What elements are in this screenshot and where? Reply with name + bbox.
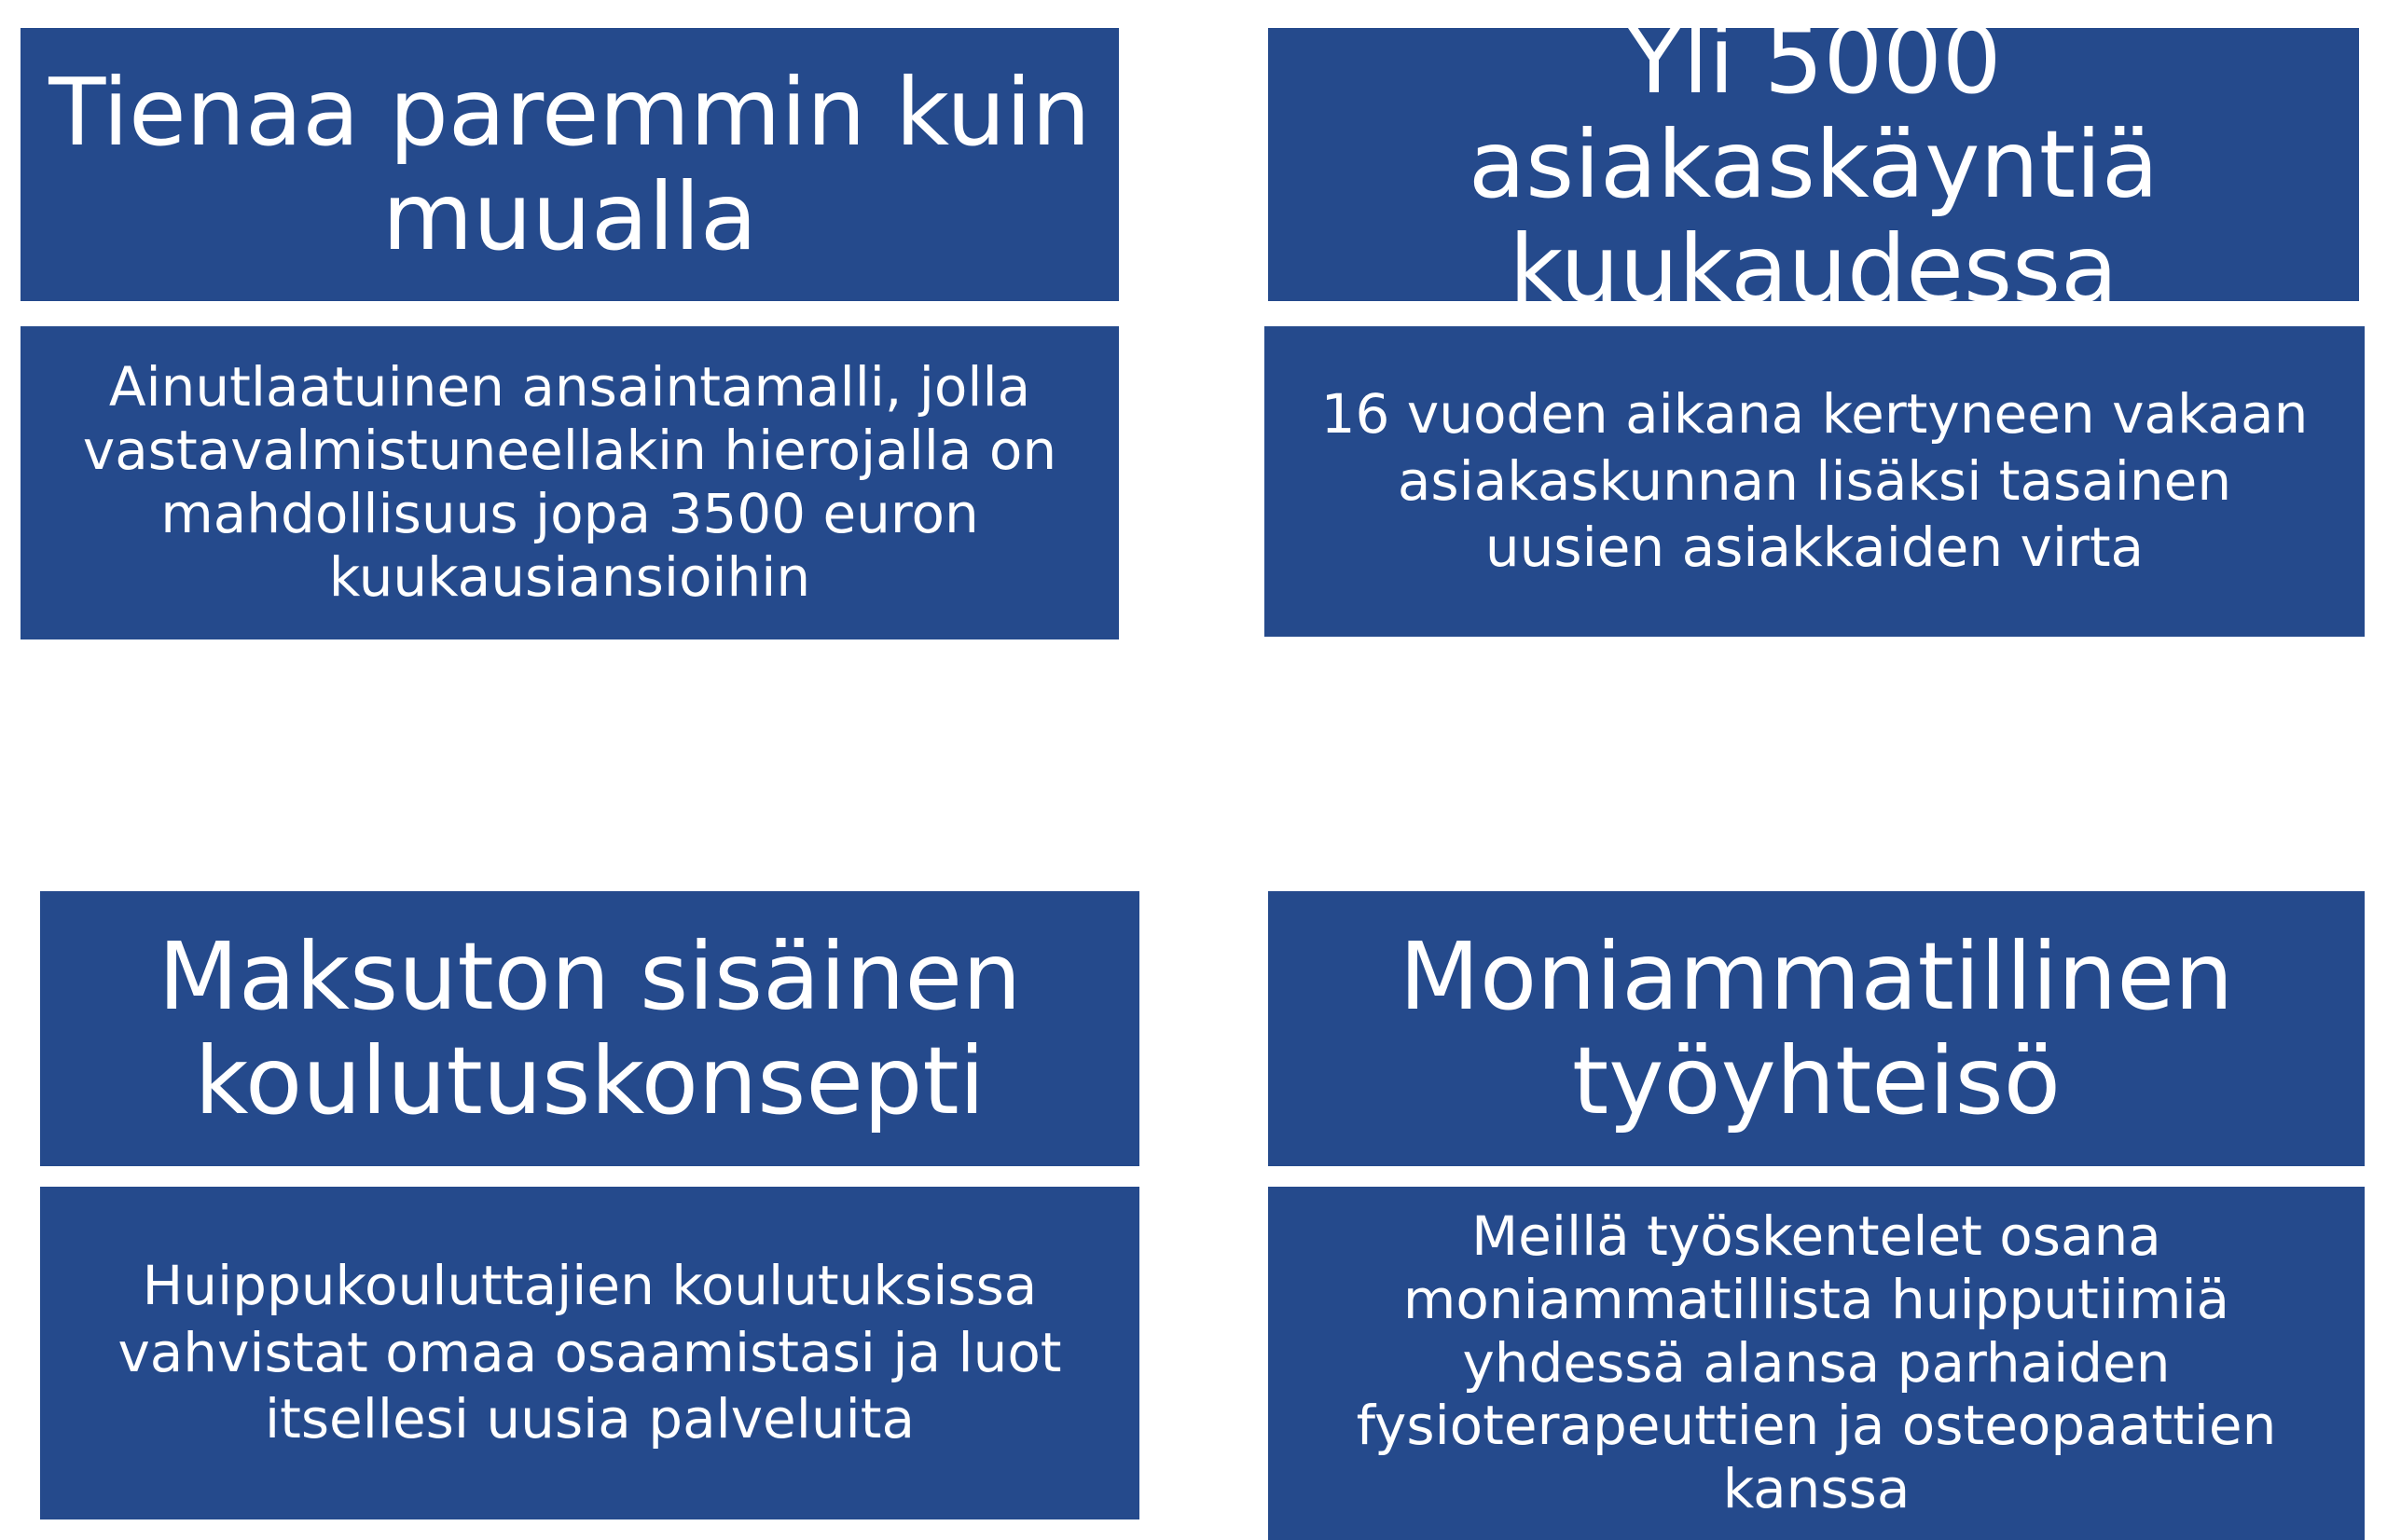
tile-3-body-box [40,1187,1139,1519]
tile-1-body-line: kuukausiansioihin [328,544,811,609]
tile-3-body [117,1253,1061,1454]
tile-3-body-line: Huippukouluttajien koulutuksissa [142,1253,1038,1317]
tile-2-body-line: uusien asiakkaiden virta [1484,516,2145,580]
tile-1-body [83,356,1056,609]
tile-4-heading-line: Moniammatillinen [1399,921,2234,1031]
tile-3-heading-box [40,891,1139,1166]
tile-2-body-box [1264,326,2365,637]
tile-3-body-line: itsellesi uusia palveluita [264,1387,916,1451]
tile-1-body-box [21,326,1119,639]
tile-1-heading-box [21,28,1119,301]
tile-2-heading-line: Yli 5000 asiakaskäyntiä [1468,5,2159,219]
tile-1-heading-line: Tienaa paremmin kuin [48,57,1091,167]
tile-3-heading [158,921,1022,1135]
tile-2-heading-box [1268,5,2359,323]
tile-4-body [1357,1205,2277,1521]
tile-4-body-line: yhdessä alansa parhaiden [1462,1330,2171,1395]
tile-4-body-line: moniammatillista huipputiimiä [1402,1267,2230,1331]
tile-1-heading-line: muualla [381,161,758,271]
tile-2-body [1321,381,2309,583]
tile-3-heading-line: Maksuton sisäinen [158,921,1022,1031]
tile-1-body-line: vastavalmistuneellakin hierojalla on [82,419,1057,483]
tile-2-heading-line: kuukaudessa [1509,213,2118,323]
tile-4-heading-line: työyhteisö [1572,1025,2061,1135]
tile-4-body-line: Meillä työskentelet osana [1471,1203,2161,1268]
tile-3-heading-line: koulutuskonsepti [194,1025,986,1135]
tile-1-heading [48,57,1091,271]
tile-3-body-line: vahvistat omaa osaamistasi ja luot [117,1320,1062,1384]
tile-4-body-line: kanssa [1722,1457,1911,1521]
tile-2-body-line: asiakaskunnan lisäksi tasainen [1397,448,2232,513]
tile-2-body-line: 16 vuoden aikana kertyneen vakaan [1320,381,2309,446]
tile-4-heading-box [1268,891,2365,1166]
tile-4-body-line: fysioterapeuttien ja osteopaattien [1356,1394,2277,1458]
tile-1-body-line: Ainutlaatuinen ansaintamalli, jolla [108,355,1031,419]
tile-4-body-box [1268,1187,2365,1540]
tile-1-body-line: mahdollisuus jopa 3500 euron [160,482,979,545]
tile-2-heading [1296,5,2331,323]
tile-4-heading [1399,921,2234,1135]
